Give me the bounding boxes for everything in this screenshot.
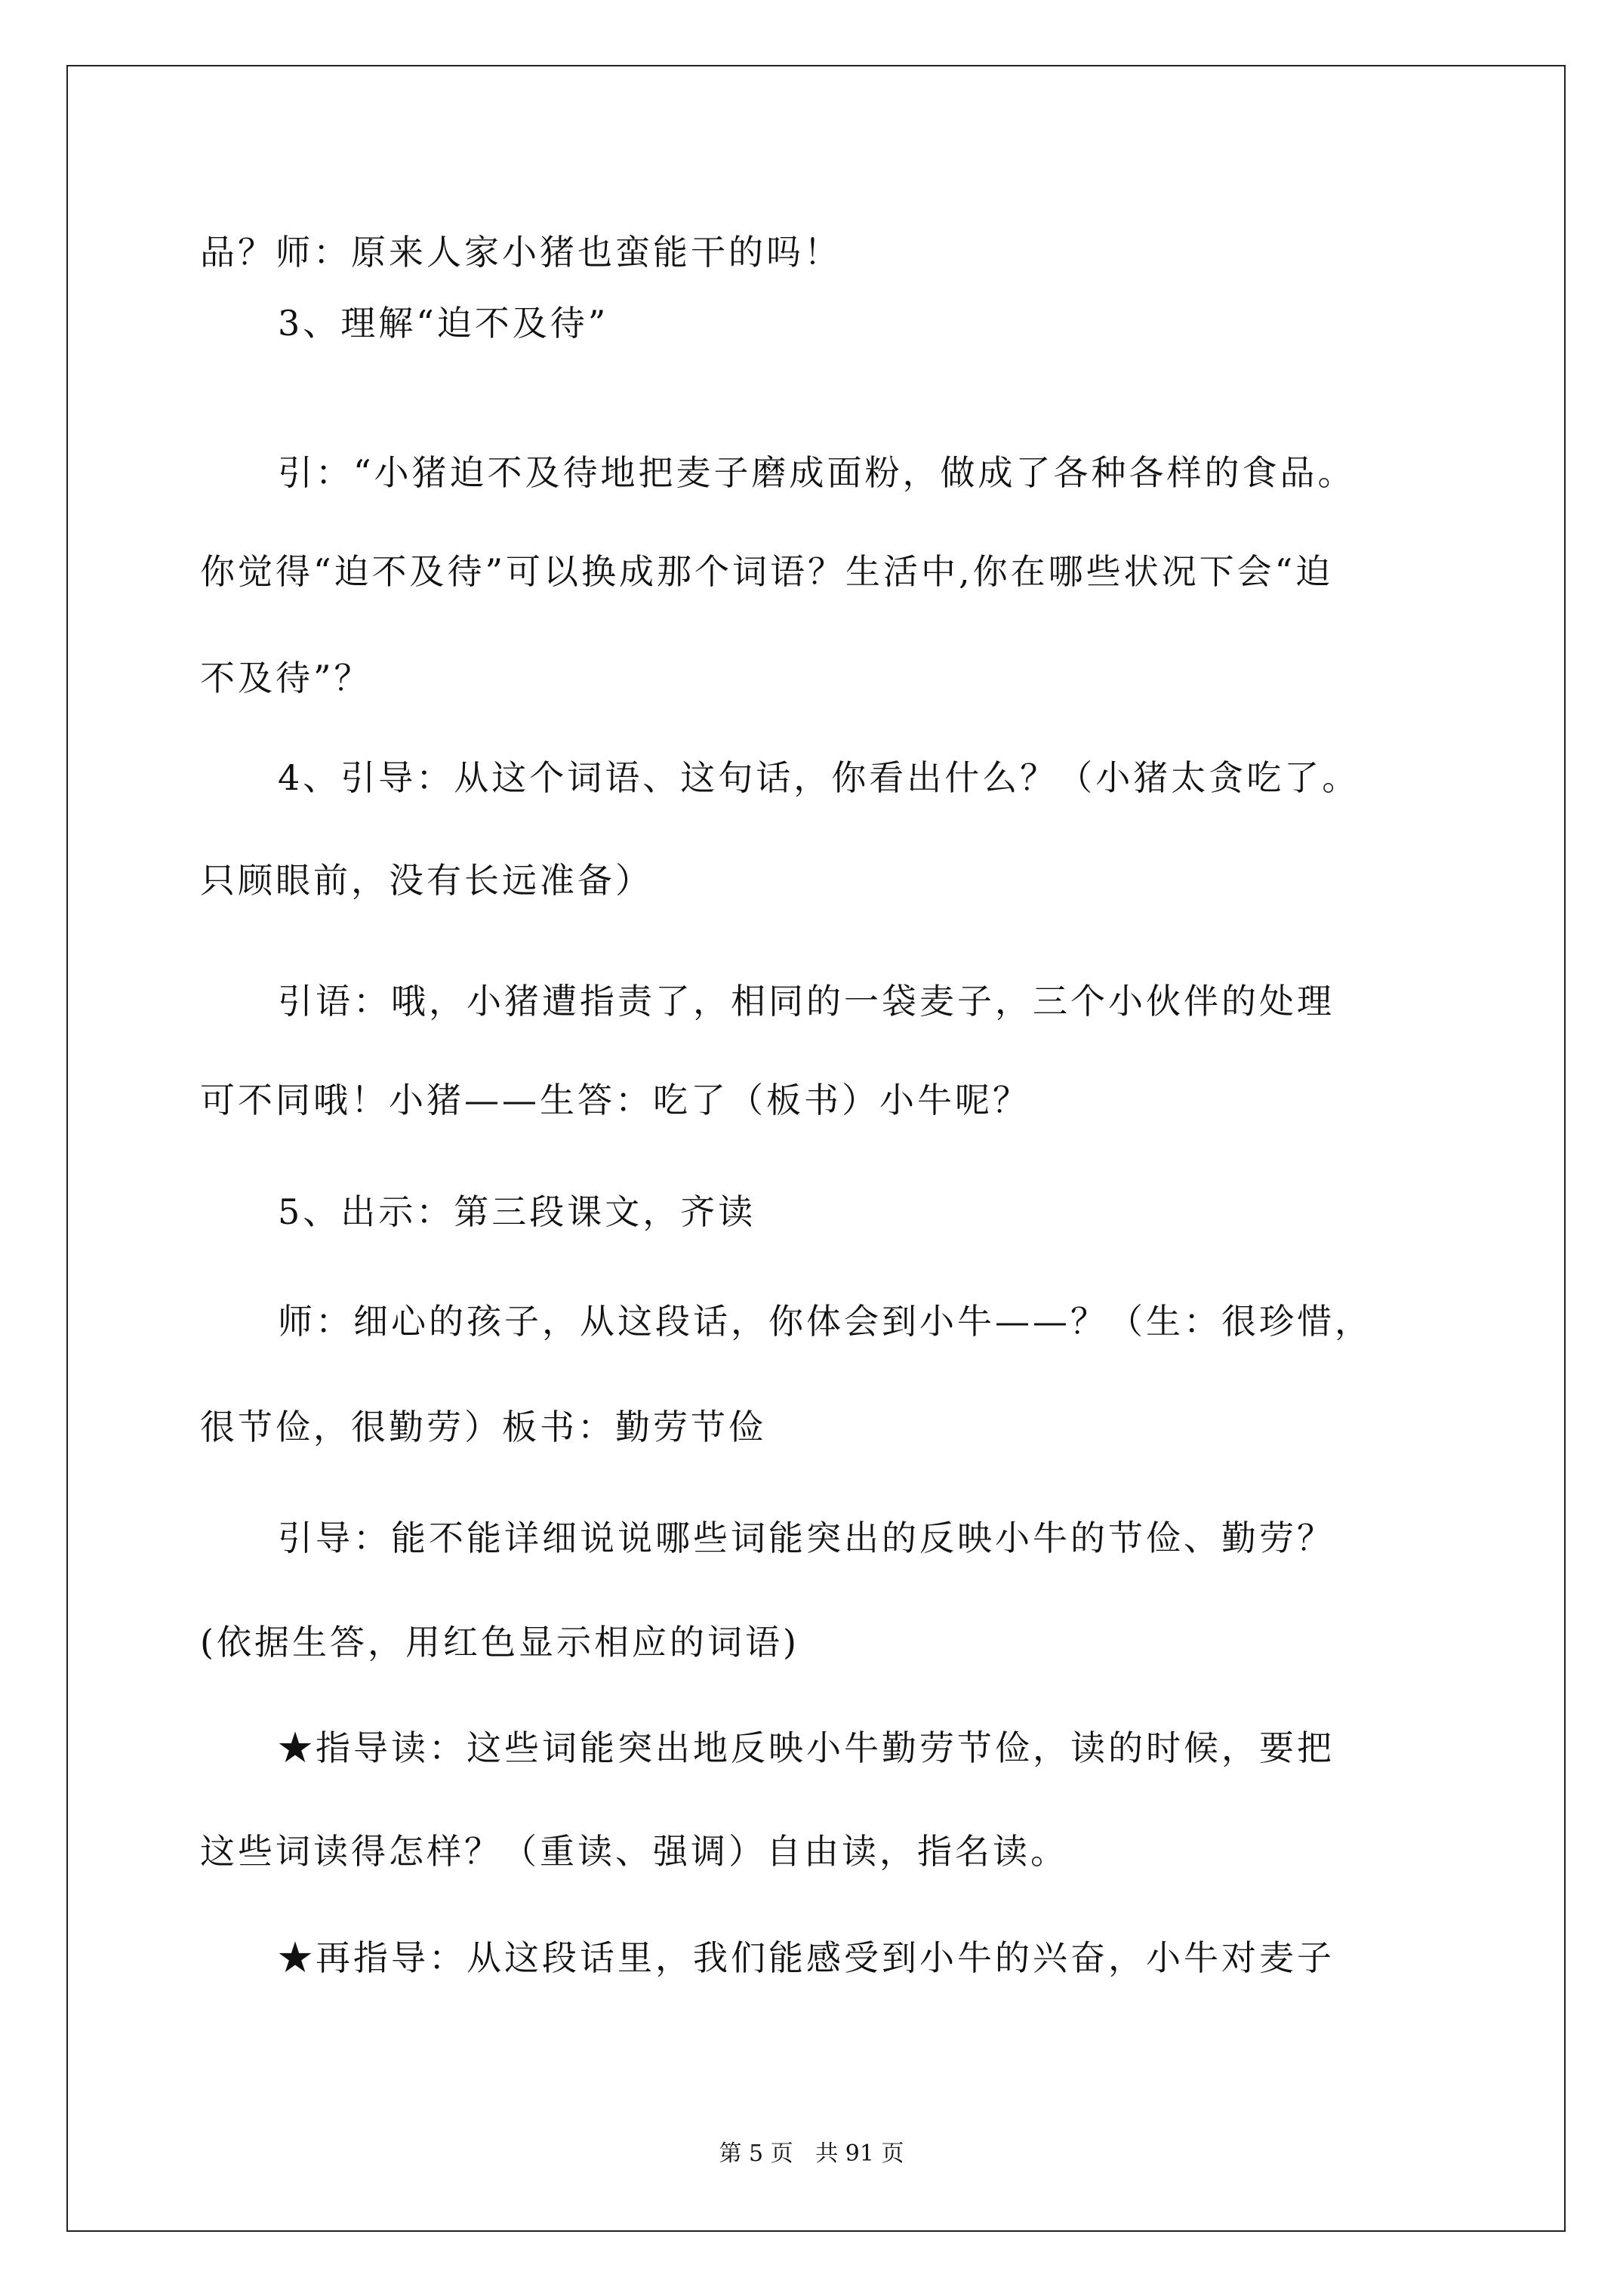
text-line: ★指导读：这些词能突出地反映小牛勤劳节俭，读的时候，要把: [278, 1727, 1335, 1768]
text-line: 只顾眼前，没有长远准备）: [200, 860, 653, 901]
text-line: 引导：能不能详细说说哪些词能突出的反映小牛的节俭、勤劳？: [278, 1518, 1335, 1558]
text-line: 4、引导：从这个词语、这句话，你看出什么？（小猪太贪吃了。: [278, 757, 1360, 798]
text-line: 这些词读得怎样？（重读、强调）自由读，指名读。: [200, 1831, 1068, 1872]
text-line: 5、出示：第三段课文，齐读: [278, 1191, 756, 1232]
text-line: 3、理解“迫不及待”: [278, 303, 609, 344]
text-line: 很节俭，很勤劳）板书：勤劳节俭: [200, 1407, 766, 1447]
page-number: 第 5 页: [719, 2140, 793, 2167]
page-footer: [0, 2139, 1623, 2169]
text-line: (依据生答，用红色显示相应的词语): [200, 1622, 799, 1663]
text-line: 可不同哦！小猪——生答：吃了（板书）小牛呢？: [200, 1080, 1030, 1120]
text-line: 品？师：原来人家小猪也蛮能干的吗！: [200, 232, 842, 273]
page-total: 共 91 页: [815, 2140, 904, 2167]
text-line: 引语：哦，小猪遭指责了，相同的一袋麦子，三个小伙伴的处理: [278, 981, 1335, 1022]
text-line: 你觉得“迫不及待”可以换成那个词语？生活中,你在哪些状况下会“迫: [200, 551, 1334, 592]
text-line: 不及待”？: [200, 658, 372, 698]
text-line: 师：细心的孩子，从这段话，你体会到小牛——？（生：很珍惜，: [278, 1301, 1372, 1342]
page-border: [66, 65, 1566, 2232]
text-line: 引：“小猪迫不及待地把麦子磨成面粉，做成了各种各样的食品。: [278, 452, 1356, 493]
text-line: ★再指导：从这段话里，我们能感受到小牛的兴奋，小牛对麦子: [278, 1937, 1335, 1978]
